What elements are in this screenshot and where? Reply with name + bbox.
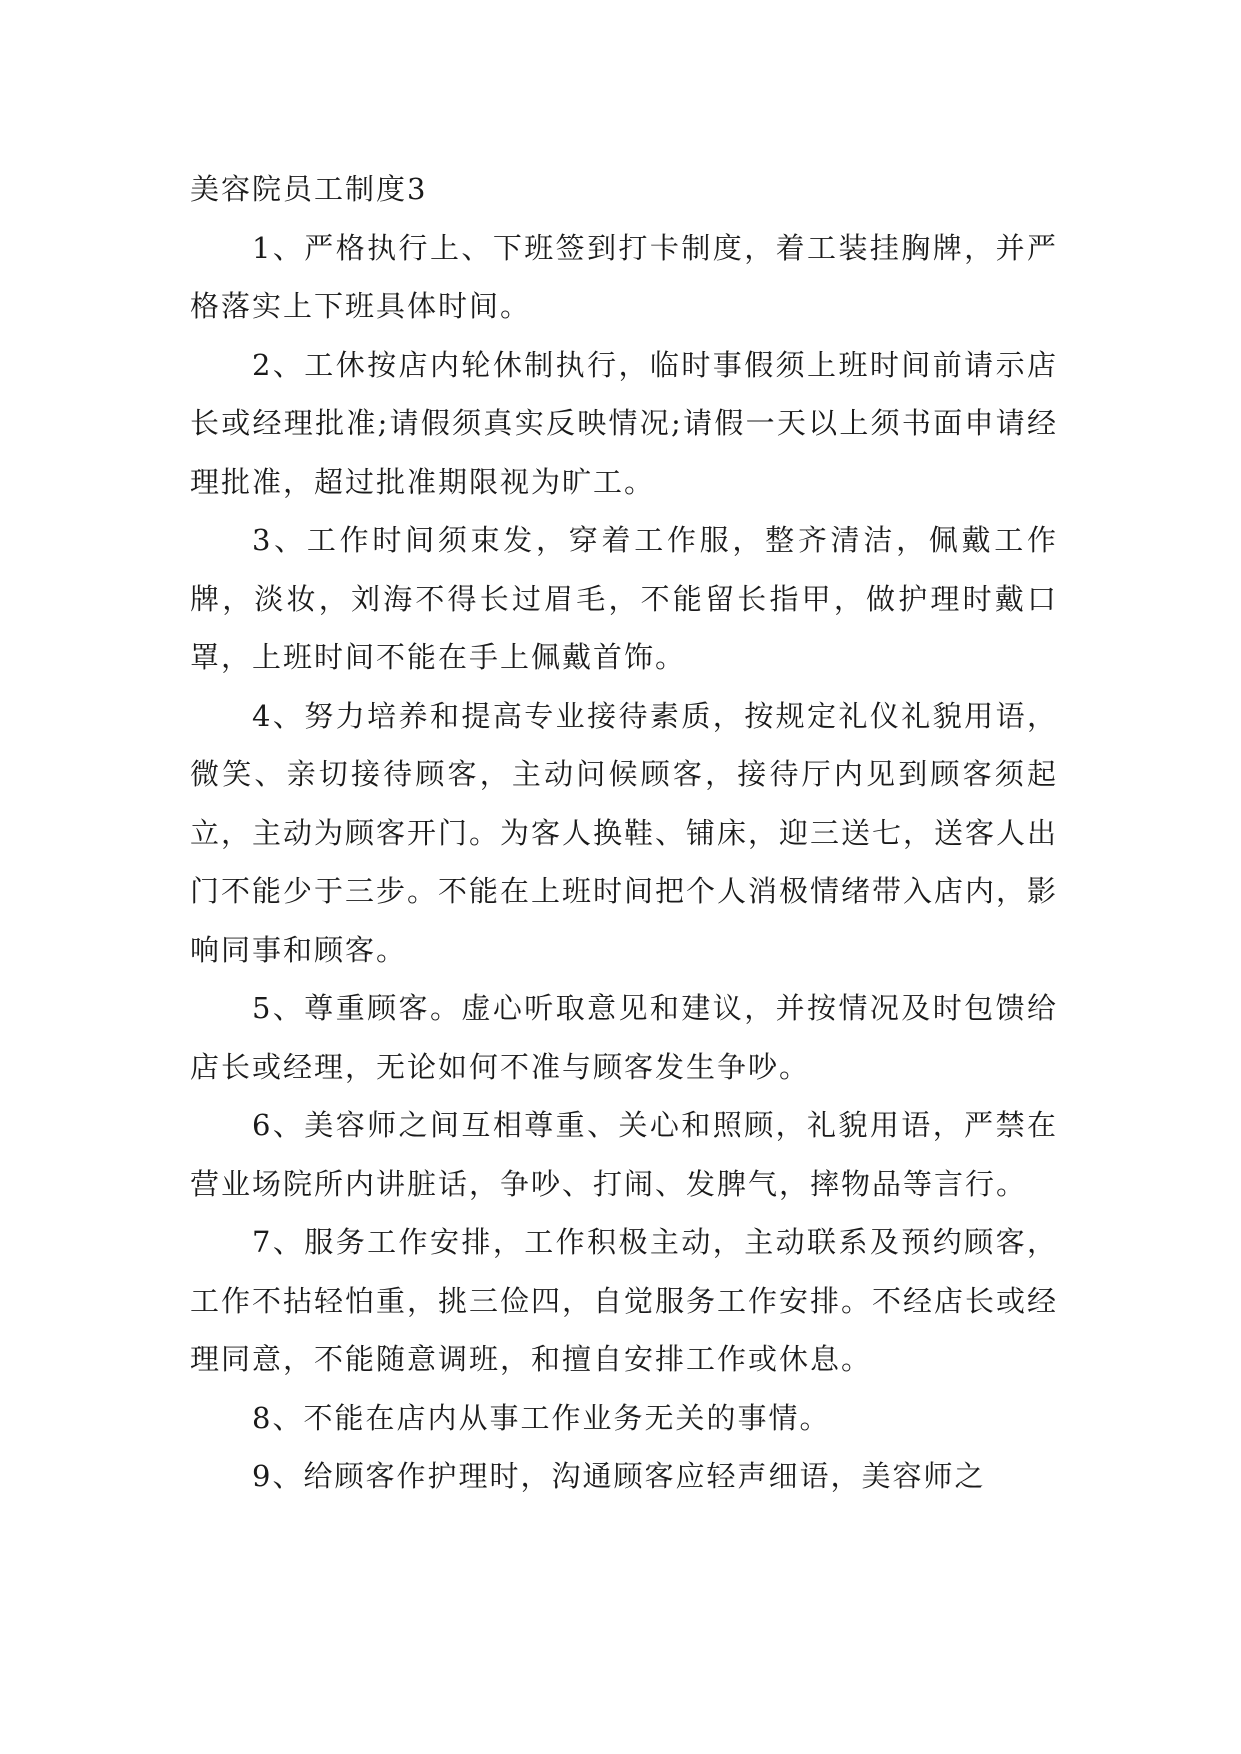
rule-paragraph-5: 5、尊重顾客。虚心听取意见和建议，并按情况及时包馈给店长或经理，无论如何不准与顾客发生争吵。 [190,991,1058,1084]
document-title: 美容院员工制度3 [190,172,428,206]
rule-paragraph-8: 8、不能在店内从事工作业务无关的事情。 [252,1400,831,1435]
rule-paragraph-6: 6、美容师之间互相尊重、关心和照顾，礼貌用语，严禁在营业场院所内讲脏话，争吵、打闹、发脾气，摔物品等言行。 [190,1108,1058,1201]
rule-paragraph-4: 4、努力培养和提高专业接待素质，按规定礼仪礼貌用语，微笑、亲切接待顾客，主动问候顾客，接待厅内见到顾客须起立，主动为顾客开门。为客人换鞋、铺床，迎三送七，送客人出门不能少于三步。不能在上班时间把个人消极情绪带入店内，影响同事和顾客。 [190,698,1059,967]
document-body [190,160,1058,1506]
rule-paragraph-7: 7、服务工作安排，工作积极主动，主动联系及预约顾客，工作不拈轻怕重，挑三俭四，自觉服务工作安排。不经店长或经理同意，不能随意调班，和擅自安排工作或休息。 [190,1225,1059,1376]
rule-paragraph-3: 3、工作时间须束发，穿着工作服，整齐清洁，佩戴工作牌，淡妆，刘海不得长过眉毛，不能留长指甲，做护理时戴口罩，上班时间不能在手上佩戴首饰。 [190,523,1058,674]
rule-paragraph-9: 9、给顾客作护理时，沟通顾客应轻声细语，美容师之 [252,1459,986,1493]
rule-paragraph-2: 2、工休按店内轮休制执行，临时事假须上班时间前请示店长或经理批准;请假须真实反映情况;请假一天以上须书面申请经理批准，超过批准期限视为旷工。 [190,347,1058,499]
rule-paragraph-1: 1、严格执行上、下班签到打卡制度，着工装挂胸牌，并严格落实上下班具体时间。 [190,230,1058,323]
